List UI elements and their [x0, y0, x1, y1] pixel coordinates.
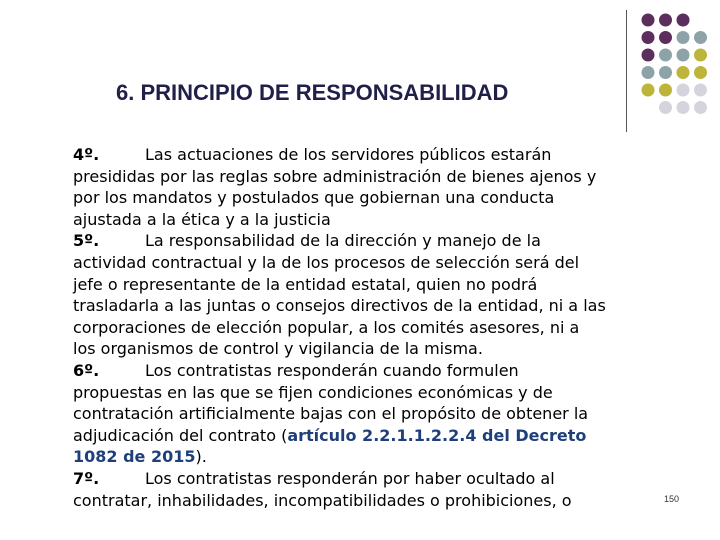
item-5-line-6: los organismos de control y vigilancia de la misma. — [73, 339, 483, 359]
decorative-dot — [677, 31, 690, 44]
decorative-dot — [659, 31, 672, 44]
item-5-line-2: actividad contractual y la de los procesos de selección será del — [73, 252, 580, 272]
item-4-line-1: 4º. Las actuaciones de los servidores públicos estarán — [73, 145, 552, 164]
item-4-line-2: presididas por las reglas sobre administración de bienes ajenos y — [73, 166, 597, 186]
decorative-dot — [659, 66, 672, 79]
decorative-dot — [677, 66, 690, 79]
item-5-line-5: corporaciones de elección popular, a los comités asesores, ni a — [73, 317, 580, 337]
page-number: 150 — [664, 494, 680, 504]
item-6-line-3: contratación artificialmente bajas con el propósito de obtener la — [73, 404, 589, 424]
decorative-dot — [694, 101, 707, 114]
item-5-line-3: jefe o representante de la entidad estatal, quien no podrá — [73, 274, 538, 294]
item-4-line-4: ajustada a la ética y a la justicia — [73, 209, 331, 229]
decorative-dot — [659, 49, 672, 62]
item-5-number: 5º. — [73, 231, 100, 251]
item-6-number: 6º. — [73, 360, 100, 380]
item-5-line-1: 5º. La responsabilidad de la dirección y manejo de la — [73, 231, 541, 251]
decorative-dot — [694, 66, 707, 79]
decorative-dot — [694, 49, 707, 62]
item-5-line-4: trasladarla a las juntas o consejos directivos de la entidad, ni a las — [73, 296, 606, 316]
decorative-dot-grid — [0, 0, 720, 140]
item-6-line-5: 1082 de 2015). — [73, 447, 207, 467]
decorative-dot — [659, 14, 672, 27]
decree-reference-cont: 1082 de 2015 — [73, 447, 196, 467]
body-text — [73, 144, 673, 511]
decree-reference: artículo 2.2.1.1.2.2.4 del Decreto — [287, 425, 587, 445]
divider-line — [626, 10, 627, 132]
item-4-number: 4º. — [73, 145, 100, 164]
decorative-dot — [677, 49, 690, 62]
decorative-dot — [694, 84, 707, 97]
item-7-line-1: 7º. Los contratistas responderán por haber ocultado al — [73, 468, 555, 488]
item-7-number: 7º. — [73, 468, 100, 488]
slide-title: 6. PRINCIPIO DE RESPONSABILIDAD — [116, 80, 509, 105]
decorative-dot — [642, 49, 655, 62]
decorative-dot — [677, 14, 690, 27]
decorative-dot — [677, 84, 690, 97]
decorative-dot — [642, 84, 655, 97]
item-6-line-1: 6º. Los contratistas responderán cuando formulen — [73, 360, 519, 380]
item-7-line-2: contratar, inhabilidades, incompatibilidades o prohibiciones, o — [73, 490, 572, 510]
item-6-line-4: adjudicación del contrato (artículo 2.2.1.1.2.2.4 del Decreto — [73, 425, 587, 445]
decorative-dot — [677, 101, 690, 114]
decorative-dot — [659, 101, 672, 114]
item-6-line-2: propuestas en las que se fijen condiciones económicas y de — [73, 382, 553, 402]
decorative-dot — [642, 31, 655, 44]
decorative-dot — [642, 66, 655, 79]
decorative-dot — [659, 84, 672, 97]
decorative-dot — [694, 31, 707, 44]
decorative-dot — [642, 14, 655, 27]
item-4-line-3: por los mandatos y postulados que gobiernan una conducta — [73, 188, 555, 208]
